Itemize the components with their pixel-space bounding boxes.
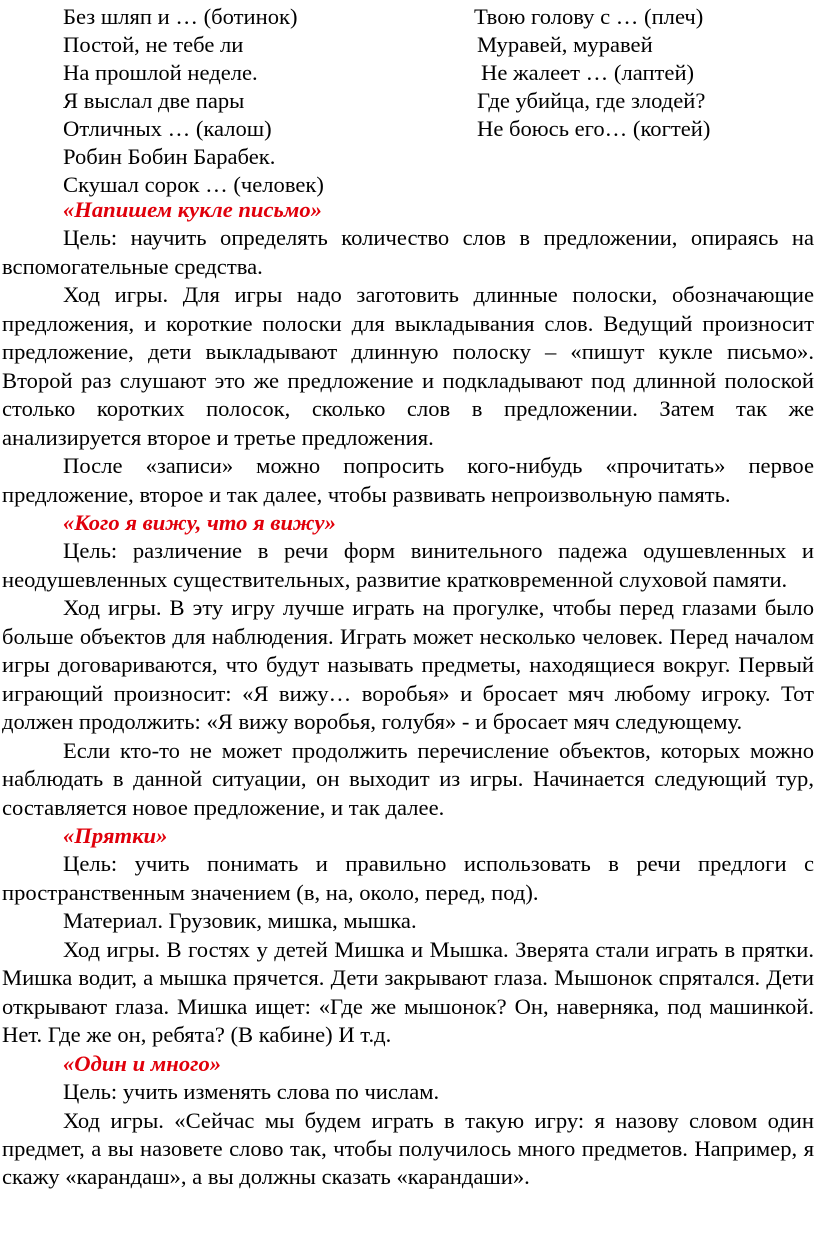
paragraph: Если кто-то не может продолжить перечисление объектов, которых можно наблюдать в данной ситуации, он выходит из игры. Начинается следующий тур, составляется новое предложение, и так далее. xyxy=(2,737,814,820)
poem-right-line: Не боюсь его… (когтей) xyxy=(477,116,711,141)
poem-left-line: Робин Бобин Барабек. xyxy=(63,144,276,169)
paragraph: После «записи» можно попросить кого-нибудь «прочитать» первое предложение, второе и так далее, чтобы развивать непроизвольную память. xyxy=(2,453,814,507)
section-title: «Кого я вижу, что я вижу» xyxy=(63,509,336,535)
paragraph: Ход игры. Для игры надо заготовить длинные полоски, обозначающие предложения, и короткие полоски для выкладывания слов. Ведущий произносит предложение, дети выкладывают длинную полоску – «пишут кукле письмо». Второй раз слушают это же предложение и подкладывают под длинной полоской столько коротких полосок, сколько слов в предложении. Затем так же анализируется второе и третье предложения. xyxy=(2,282,814,450)
poem-left-line: Отличных … (калош) xyxy=(63,116,272,141)
paragraph: Цель: учить понимать и правильно использовать в речи предлоги с пространственным значением (в, на, около, перед, под). xyxy=(2,851,814,905)
poem-right-line: Где убийца, где злодей? xyxy=(477,88,706,113)
section-title: «Прятки» xyxy=(63,822,168,848)
paragraph: Ход игры. «Сейчас мы будем играть в такую игру: я назову словом один предмет, а вы назовете слово так, чтобы получилось много предметов. Например, я скажу «карандаш», а вы должны сказать «карандаши». xyxy=(2,1107,814,1190)
section-title: «Один и много» xyxy=(63,1050,222,1076)
document-body xyxy=(2,196,814,1192)
poem-right-line: Муравей, муравей xyxy=(477,32,653,57)
paragraph: Цель: научить определять количество слов в предложении, опираясь на вспомогательные средства. xyxy=(2,225,814,279)
poem-right-line: Твою голову с … (плеч) xyxy=(474,4,704,29)
section-title: «Напишем кукле письмо» xyxy=(63,197,322,222)
paragraph: Цель: различение в речи форм винительного падежа одушевленных и неодушевленных существительных, развитие кратковременной слуховой памяти. xyxy=(2,538,814,592)
poem-left-line: Без шляп и … (ботинок) xyxy=(63,4,298,29)
paragraph: Ход игры. В гостях у детей Мишка и Мышка. Зверята стали играть в прятки. Мишка водит, а мышка прячется. Дети закрывают глаза. Мышонок спрятался. Дети открывают глаза. Мишка ищет: «Где же мышонок? Он, наверняка, под машинкой. Нет. Где же он, ребята? (В кабине) И т.д. xyxy=(2,936,814,1048)
paragraph: Материал. Грузовик, мишка, мышка. xyxy=(63,908,417,934)
poem-left-line: Скушал сорок … (человек) xyxy=(63,172,324,197)
poem-left-line: На прошлой неделе. xyxy=(63,60,258,85)
poem-right-line: Не жалеет … (лаптей) xyxy=(481,60,695,85)
poem-left-line: Постой, не тебе ли xyxy=(63,32,244,57)
poem-left-line: Я выслал две пары xyxy=(63,88,245,113)
paragraph: Цель: учить изменять слова по числам. xyxy=(63,1079,440,1105)
paragraph: Ход игры. В эту игру лучше играть на прогулке, чтобы перед глазами было больше объектов для наблюдения. Играть может несколько человек. Перед началом игры договариваются, что будут называть предметы, находящиеся вокруг. Первый играющий произносит: «Я вижу… воробья» и бросает мяч любому игроку. Тот должен продолжить: «Я вижу воробья, голубя» - и бросает мяч следующему. xyxy=(2,595,814,735)
